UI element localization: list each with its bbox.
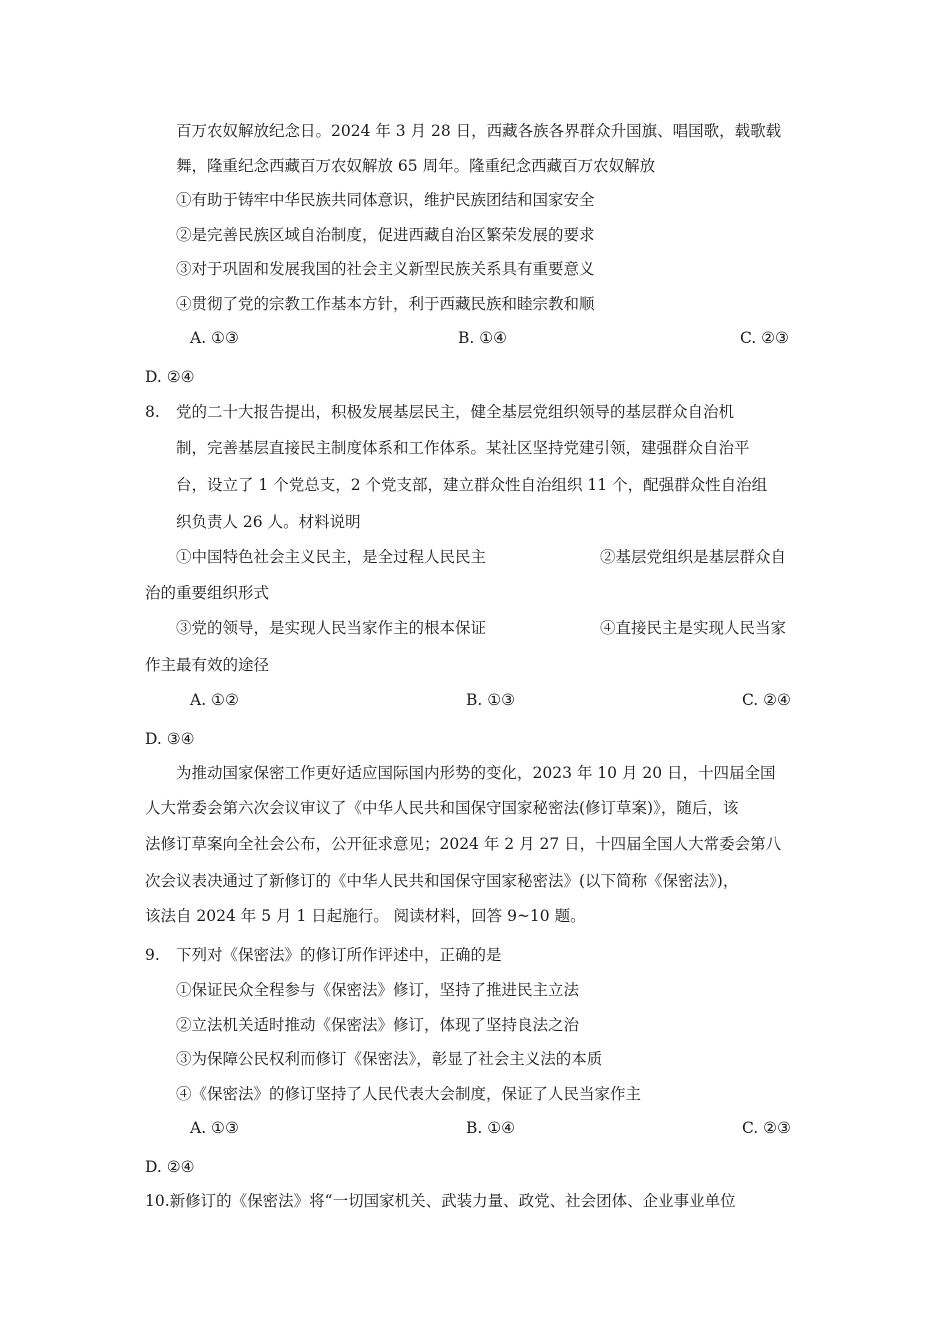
q7-option-3: ③对于巩固和发展我国的社会主义新型民族关系具有重要意义 [176,260,595,278]
q10-stem: 10.新修订的《保密法》将“一切国家机关、武装力量、政党、社会团体、企业事业单位 [145,1192,736,1210]
q9-choice-d: D. ②④ [145,1158,195,1176]
q8-stem-line-3: 台，设立了 1 个党总支，2 个党支部，建立群众性自治组织 11 个，配强群众性自治组 [176,476,768,494]
q8-option-4-start: ④直接民主是实现人民当家 [600,619,787,637]
q7-choice-d: D. ②④ [145,368,195,386]
q7-stem-line-2: 舞，隆重纪念西藏百万农奴解放 65 周年。隆重纪念西藏百万农奴解放 [176,157,656,175]
q8-option-1: ①中国特色社会主义民主，是全过程人民民主 [176,548,487,566]
passage-line-4: 次会议表决通过了新修订的《中华人民共和国保守国家秘密法》(以下简称《保密法》)， [145,872,739,890]
q9-stem: 下列对《保密法》的修订所作评述中，正确的是 [176,946,502,964]
q9-choice-a: A. ①③ [190,1119,239,1137]
q8-option-3: ③党的领导，是实现人民当家作主的根本保证 [176,619,487,637]
q7-choice-a: A. ①③ [190,329,239,347]
q7-choice-b: B. ①④ [458,329,508,347]
q7-stem-line-1: 百万农奴解放纪念日。2024 年 3 月 28 日，西藏各族各界群众升国旗、唱国歌，载歌载 [176,122,782,140]
q9-number: 9. [145,946,160,964]
q9-option-3: ③为保障公民权利而修订《保密法》，彰显了社会主义法的本质 [176,1050,603,1068]
q8-stem-line-1: 党的二十大报告提出，积极发展基层民主，健全基层党组织领导的基层群众自治机 [176,403,735,421]
q7-choice-c: C. ②③ [740,329,789,347]
q8-option-4-end: 作主最有效的途径 [145,656,270,674]
q7-option-2: ②是完善民族区域自治制度，促进西藏自治区繁荣发展的要求 [176,226,595,244]
q9-option-4: ④《保密法》的修订坚持了人民代表大会制度，保证了人民当家作主 [176,1085,642,1103]
q8-option-2-end: 治的重要组织形式 [145,584,270,602]
q7-option-4: ④贯彻了党的宗教工作基本方针，利于西藏民族和睦宗教和顺 [176,295,595,313]
q8-stem-line-2: 制，完善基层直接民主制度体系和工作体系。某社区坚持党建引领，建强群众自治平 [176,439,750,457]
q7-option-1: ①有助于铸牢中华民族共同体意识，维护民族团结和国家安全 [176,191,595,209]
passage-line-3: 法修订草案向全社会公布，公开征求意见；2024 年 2 月 27 日，十四届全国人大常委会第八 [145,835,782,853]
q9-option-1: ①保证民众全程参与《保密法》修订，坚持了推进民主立法 [176,981,580,999]
q8-stem-line-4: 织负责人 26 人。材料说明 [176,513,361,531]
q8-number: 8. [145,403,160,421]
q8-choice-a: A. ①② [190,691,239,709]
q9-choice-b: B. ①④ [466,1119,516,1137]
passage-line-2: 人大常委会第六次会议审议了《中华人民共和国保守国家秘密法(修订草案)》，随后，该 [145,799,739,817]
q8-choice-c: C. ②④ [742,691,791,709]
q9-choice-c: C. ②③ [742,1119,791,1137]
q8-choice-b: B. ①③ [466,691,516,709]
q9-option-2: ②立法机关适时推动《保密法》修订，体现了坚持良法之治 [176,1016,580,1034]
q8-choice-d: D. ③④ [145,730,195,748]
passage-line-5: 该法自 2024 年 5 月 1 日起施行。 阅读材料，回答 9~10 题。 [145,907,586,925]
passage-line-1: 为推动国家保密工作更好适应国际国内形势的变化，2023 年 10 月 20 日，十四届全国 [176,764,776,782]
q8-option-2-start: ②基层党组织是基层群众自 [600,548,787,566]
